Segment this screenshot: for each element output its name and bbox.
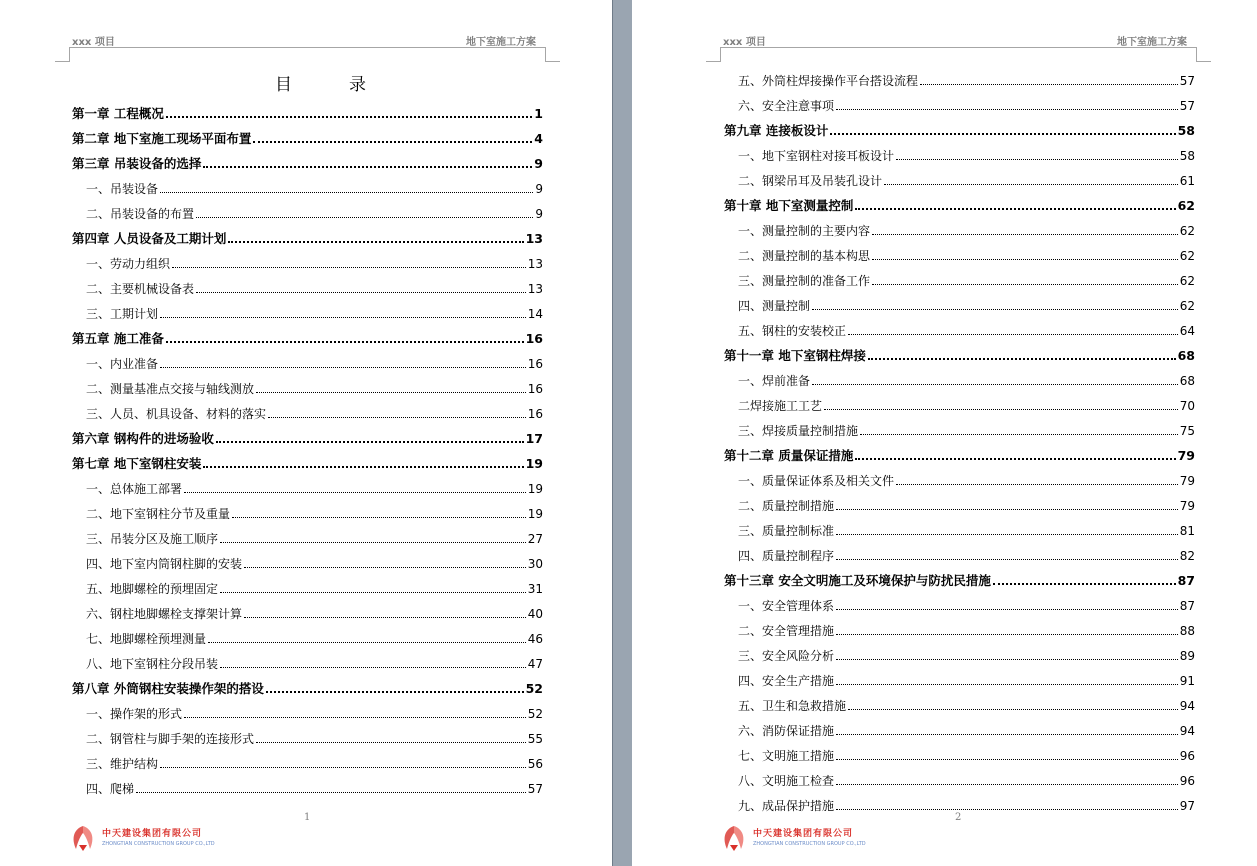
toc-entry-title: 三、工期计划: [86, 307, 159, 321]
toc-entry-page-number: 14: [527, 307, 543, 321]
toc-entry-page-number: 94: [1179, 724, 1195, 738]
toc-entry-page-number: 30: [527, 557, 543, 571]
toc-dot-leader: [160, 192, 533, 193]
toc-entry-page-number: 91: [1179, 674, 1195, 688]
toc-entry-title: 二焊接施工工艺: [738, 399, 823, 413]
toc-entry-title: 六、钢柱地脚螺栓支撑架计算: [86, 607, 243, 621]
toc-section-entry[interactable]: [72, 396, 543, 421]
toc-entry-title: 一、操作架的形式: [86, 707, 183, 721]
toc-entry-page-number: 97: [1179, 799, 1195, 813]
toc-entry-title: 二、主要机械设备表: [86, 282, 195, 296]
toc-section-entry[interactable]: [724, 788, 1195, 813]
toc-entry-page-number: 62: [1179, 299, 1195, 313]
header-doc-title: 地下室施工方案: [466, 37, 536, 48]
toc-entry-title: 一、焊前准备: [738, 374, 811, 388]
toc-dot-leader: [160, 317, 526, 318]
toc-dot-leader: [203, 466, 523, 468]
toc-dot-leader: [896, 159, 1178, 160]
toc-section-entry[interactable]: [724, 613, 1195, 638]
toc-entry-title: 四、安全生产措施: [738, 674, 835, 688]
toc-list-page-1: [72, 96, 543, 796]
toc-chapter-entry[interactable]: [724, 563, 1195, 588]
toc-section-entry[interactable]: [724, 538, 1195, 563]
toc-title: 目 录: [275, 75, 386, 95]
toc-section-entry[interactable]: [72, 521, 543, 546]
toc-entry-page-number: 13: [527, 282, 543, 296]
toc-section-entry[interactable]: [724, 213, 1195, 238]
toc-dot-leader: [896, 484, 1178, 485]
toc-section-entry[interactable]: [72, 296, 543, 321]
toc-section-entry[interactable]: [724, 388, 1195, 413]
toc-entry-page-number: 9: [534, 156, 543, 171]
header-doc-title: 地下室施工方案: [1117, 37, 1187, 48]
toc-entry-page-number: 94: [1179, 699, 1195, 713]
toc-dot-leader: [836, 684, 1178, 685]
toc-dot-leader: [136, 792, 526, 793]
toc-entry-title: 一、质量保证体系及相关文件: [738, 474, 895, 488]
toc-section-entry[interactable]: [72, 171, 543, 196]
company-logo-icon: [719, 823, 749, 853]
toc-entry-page-number: 46: [527, 632, 543, 646]
toc-entry-title: 二、地下室钢柱分节及重量: [86, 507, 231, 521]
toc-entry-title: 第十三章 安全文明施工及环境保护与防扰民措施: [724, 573, 991, 588]
header-rule: [69, 47, 545, 48]
toc-section-entry[interactable]: [72, 196, 543, 221]
toc-dot-leader: [848, 709, 1178, 710]
toc-entry-title: 第十一章 地下室钢柱焊接: [724, 348, 866, 363]
toc-entry-title: 二、吊装设备的布置: [86, 207, 195, 221]
header-project: xxx 项目: [72, 37, 115, 48]
toc-entry-page-number: 88: [1179, 624, 1195, 638]
page-number: 1: [304, 812, 311, 823]
toc-entry-page-number: 82: [1179, 549, 1195, 563]
toc-chapter-entry[interactable]: [724, 188, 1195, 213]
toc-entry-title: 一、测量控制的主要内容: [738, 224, 871, 238]
toc-entry-title: 第十章 地下室测量控制: [724, 198, 854, 213]
toc-dot-leader: [228, 241, 523, 243]
toc-dot-leader: [216, 441, 524, 443]
toc-chapter-entry[interactable]: [724, 438, 1195, 463]
toc-section-entry[interactable]: [72, 771, 543, 796]
toc-chapter-entry[interactable]: [72, 421, 543, 446]
toc-entry-page-number: 62: [1179, 274, 1195, 288]
toc-dot-leader: [836, 509, 1178, 510]
toc-entry-title: 五、地脚螺栓的预埋固定: [86, 582, 219, 596]
toc-dot-leader: [860, 434, 1178, 435]
toc-dot-leader: [203, 166, 532, 168]
toc-section-entry[interactable]: [72, 471, 543, 496]
toc-entry-title: 二、钢梁吊耳及吊装孔设计: [738, 174, 883, 188]
toc-section-entry[interactable]: [72, 246, 543, 271]
toc-dot-leader: [836, 659, 1178, 660]
toc-dot-leader: [836, 559, 1178, 560]
toc-entry-page-number: 13: [527, 257, 543, 271]
toc-entry-page-number: 9: [535, 182, 543, 196]
page-number: 2: [955, 812, 962, 823]
toc-entry-page-number: 68: [1179, 374, 1195, 388]
toc-dot-leader: [836, 534, 1178, 535]
toc-entry-page-number: 52: [525, 681, 543, 696]
toc-dot-leader: [184, 717, 526, 718]
toc-section-entry[interactable]: [724, 763, 1195, 788]
toc-entry-page-number: 27: [527, 532, 543, 546]
toc-entry-title: 一、安全管理体系: [738, 599, 835, 613]
toc-entry-page-number: 79: [1179, 474, 1195, 488]
toc-entry-title: 七、地脚螺栓预埋测量: [86, 632, 207, 646]
toc-entry-page-number: 58: [1177, 123, 1195, 138]
toc-entry-title: 二、质量控制措施: [738, 499, 835, 513]
toc-entry-title: 八、文明施工检查: [738, 774, 835, 788]
toc-entry-page-number: 16: [527, 357, 543, 371]
toc-dot-leader: [220, 667, 526, 668]
toc-section-entry[interactable]: [72, 621, 543, 646]
toc-entry-title: 二、测量基准点交接与轴线测放: [86, 382, 255, 396]
toc-entry-title: 三、测量控制的准备工作: [738, 274, 871, 288]
toc-entry-title: 五、外筒柱焊接操作平台搭设流程: [738, 74, 919, 88]
toc-dot-leader: [220, 592, 526, 593]
header-project: xxx 项目: [723, 37, 766, 48]
toc-dot-leader: [160, 367, 526, 368]
toc-chapter-entry[interactable]: [724, 113, 1195, 138]
toc-section-entry[interactable]: [724, 163, 1195, 188]
toc-dot-leader: [166, 116, 532, 118]
toc-chapter-entry[interactable]: [72, 221, 543, 246]
toc-entry-page-number: 87: [1177, 573, 1195, 588]
toc-dot-leader: [855, 458, 1175, 460]
page-gutter: [612, 0, 634, 866]
toc-dot-leader: [232, 517, 526, 518]
toc-dot-leader: [160, 767, 526, 768]
toc-entry-title: 四、地下室内筒钢柱脚的安装: [86, 557, 243, 571]
toc-dot-leader: [830, 133, 1175, 135]
toc-dot-leader: [812, 384, 1178, 385]
toc-entry-page-number: 58: [1179, 149, 1195, 163]
toc-dot-leader: [256, 742, 526, 743]
toc-section-entry[interactable]: [72, 496, 543, 521]
toc-section-entry[interactable]: [724, 313, 1195, 338]
toc-chapter-entry[interactable]: [724, 338, 1195, 363]
toc-entry-title: 四、爬梯: [86, 782, 135, 796]
toc-entry-page-number: 4: [534, 131, 543, 146]
toc-entry-title: 第三章 吊装设备的选择: [72, 156, 202, 171]
toc-entry-title: 第二章 地下室施工现场平面布置: [72, 131, 252, 146]
margin-corner-mark: [706, 47, 721, 62]
toc-entry-page-number: 13: [525, 231, 543, 246]
toc-entry-title: 三、人员、机具设备、材料的落实: [86, 407, 267, 421]
toc-dot-leader: [993, 583, 1176, 585]
toc-section-entry[interactable]: [72, 646, 543, 671]
toc-dot-leader: [812, 309, 1178, 310]
toc-dot-leader: [872, 259, 1178, 260]
toc-entry-title: 一、总体施工部署: [86, 482, 183, 496]
toc-entry-title: 一、地下室钢柱对接耳板设计: [738, 149, 895, 163]
toc-chapter-entry[interactable]: [72, 121, 543, 146]
company-name-cn: 中天建设集团有限公司: [102, 828, 203, 839]
toc-dot-leader: [196, 292, 526, 293]
toc-entry-page-number: 64: [1179, 324, 1195, 338]
toc-dot-leader: [836, 734, 1178, 735]
toc-entry-page-number: 19: [525, 456, 543, 471]
toc-entry-page-number: 1: [534, 106, 543, 121]
toc-section-entry[interactable]: [72, 371, 543, 396]
toc-chapter-entry[interactable]: [72, 671, 543, 696]
toc-entry-title: 六、消防保证措施: [738, 724, 835, 738]
toc-dot-leader: [836, 784, 1178, 785]
company-name-en: ZHONGTIAN CONSTRUCTION GROUP CO.,LTD: [102, 840, 215, 847]
toc-dot-leader: [920, 84, 1178, 85]
toc-dot-leader: [184, 492, 526, 493]
toc-entry-page-number: 62: [1179, 249, 1195, 263]
toc-entry-title: 六、安全注意事项: [738, 99, 835, 113]
toc-entry-page-number: 19: [527, 507, 543, 521]
margin-corner-mark: [545, 47, 560, 62]
toc-section-entry[interactable]: [72, 271, 543, 296]
toc-section-entry[interactable]: [72, 696, 543, 721]
toc-entry-title: 第六章 钢构件的进场验收: [72, 431, 214, 446]
toc-section-entry[interactable]: [724, 238, 1195, 263]
toc-dot-leader: [872, 284, 1178, 285]
toc-entry-page-number: 9: [535, 207, 543, 221]
toc-dot-leader: [208, 642, 526, 643]
toc-entry-page-number: 17: [525, 431, 543, 446]
toc-entry-title: 四、质量控制程序: [738, 549, 835, 563]
toc-entry-page-number: 16: [525, 331, 543, 346]
toc-dot-leader: [836, 759, 1178, 760]
toc-entry-title: 二、钢管柱与脚手架的连接形式: [86, 732, 255, 746]
toc-section-entry[interactable]: [724, 588, 1195, 613]
toc-section-entry[interactable]: [724, 288, 1195, 313]
toc-section-entry[interactable]: [724, 463, 1195, 488]
toc-dot-leader: [220, 542, 526, 543]
toc-dot-leader: [836, 109, 1178, 110]
toc-entry-title: 二、测量控制的基本构思: [738, 249, 871, 263]
toc-dot-leader: [884, 184, 1178, 185]
toc-dot-leader: [855, 208, 1175, 210]
toc-entry-page-number: 55: [527, 732, 543, 746]
toc-dot-leader: [268, 417, 526, 418]
toc-section-entry[interactable]: [724, 513, 1195, 538]
toc-entry-title: 三、焊接质量控制措施: [738, 424, 859, 438]
margin-corner-mark: [55, 47, 70, 62]
document-page-1: [0, 0, 612, 866]
toc-section-entry[interactable]: [724, 138, 1195, 163]
toc-entry-title: 三、安全风险分析: [738, 649, 835, 663]
toc-entry-title: 四、测量控制: [738, 299, 811, 313]
toc-list-page-2: [724, 63, 1195, 813]
toc-entry-page-number: 75: [1179, 424, 1195, 438]
toc-entry-title: 一、吊装设备: [86, 182, 159, 196]
toc-section-entry[interactable]: [72, 571, 543, 596]
document-page-2: [632, 0, 1257, 866]
toc-section-entry[interactable]: [72, 746, 543, 771]
toc-section-entry[interactable]: [724, 63, 1195, 88]
toc-section-entry[interactable]: [724, 713, 1195, 738]
toc-entry-page-number: 70: [1179, 399, 1195, 413]
toc-entry-page-number: 79: [1179, 499, 1195, 513]
toc-entry-title: 第九章 连接板设计: [724, 123, 829, 138]
toc-entry-title: 第八章 外筒钢柱安装操作架的搭设: [72, 681, 264, 696]
toc-section-entry[interactable]: [724, 663, 1195, 688]
toc-dot-leader: [166, 341, 524, 343]
toc-entry-title: 第五章 施工准备: [72, 331, 164, 346]
toc-entry-page-number: 57: [527, 782, 543, 796]
toc-section-entry[interactable]: [724, 738, 1195, 763]
toc-dot-leader: [824, 409, 1178, 410]
toc-section-entry[interactable]: [72, 546, 543, 571]
toc-entry-page-number: 19: [527, 482, 543, 496]
toc-entry-title: 三、吊装分区及施工顺序: [86, 532, 219, 546]
toc-dot-leader: [266, 691, 524, 693]
toc-entry-title: 一、内业准备: [86, 357, 159, 371]
toc-dot-leader: [244, 567, 526, 568]
toc-dot-leader: [196, 217, 533, 218]
toc-section-entry[interactable]: [724, 263, 1195, 288]
toc-section-entry[interactable]: [724, 413, 1195, 438]
toc-entry-page-number: 96: [1179, 749, 1195, 763]
toc-section-entry[interactable]: [724, 488, 1195, 513]
toc-entry-page-number: 81: [1179, 524, 1195, 538]
toc-entry-page-number: 96: [1179, 774, 1195, 788]
toc-entry-title: 五、钢柱的安装校正: [738, 324, 847, 338]
toc-entry-page-number: 62: [1179, 224, 1195, 238]
toc-entry-title: 第一章 工程概况: [72, 106, 164, 121]
toc-chapter-entry[interactable]: [72, 96, 543, 121]
toc-section-entry[interactable]: [724, 88, 1195, 113]
toc-dot-leader: [244, 617, 526, 618]
toc-entry-page-number: 61: [1179, 174, 1195, 188]
toc-section-entry[interactable]: [72, 721, 543, 746]
toc-section-entry[interactable]: [724, 688, 1195, 713]
toc-dot-leader: [253, 141, 532, 143]
toc-dot-leader: [836, 809, 1178, 810]
toc-entry-page-number: 68: [1177, 348, 1195, 363]
company-logo: [68, 823, 215, 853]
company-name-cn: 中天建设集团有限公司: [753, 828, 854, 839]
toc-entry-title: 第十二章 质量保证措施: [724, 448, 854, 463]
header-rule: [720, 47, 1196, 48]
toc-entry-page-number: 16: [527, 407, 543, 421]
toc-dot-leader: [172, 267, 526, 268]
company-name-en: ZHONGTIAN CONSTRUCTION GROUP CO.,LTD: [753, 840, 866, 847]
toc-entry-title: 三、质量控制标准: [738, 524, 835, 538]
toc-section-entry[interactable]: [724, 638, 1195, 663]
toc-entry-title: 一、劳动力组织: [86, 257, 171, 271]
toc-entry-page-number: 87: [1179, 599, 1195, 613]
toc-entry-title: 五、卫生和急救措施: [738, 699, 847, 713]
toc-entry-page-number: 40: [527, 607, 543, 621]
toc-entry-page-number: 57: [1179, 74, 1195, 88]
toc-entry-page-number: 56: [527, 757, 543, 771]
margin-corner-mark: [1196, 47, 1211, 62]
toc-entry-page-number: 57: [1179, 99, 1195, 113]
toc-entry-title: 八、地下室钢柱分段吊装: [86, 657, 219, 671]
toc-chapter-entry[interactable]: [72, 146, 543, 171]
toc-entry-title: 三、维护结构: [86, 757, 159, 771]
toc-dot-leader: [848, 334, 1178, 335]
toc-chapter-entry[interactable]: [72, 446, 543, 471]
toc-chapter-entry[interactable]: [72, 321, 543, 346]
toc-entry-title: 九、成品保护措施: [738, 799, 835, 813]
toc-entry-page-number: 16: [527, 382, 543, 396]
toc-entry-title: 七、文明施工措施: [738, 749, 835, 763]
toc-entry-title: 第四章 人员设备及工期计划: [72, 231, 227, 246]
toc-entry-page-number: 62: [1177, 198, 1195, 213]
toc-dot-leader: [868, 358, 1176, 360]
toc-entry-page-number: 31: [527, 582, 543, 596]
toc-dot-leader: [836, 609, 1178, 610]
toc-entry-page-number: 47: [527, 657, 543, 671]
toc-entry-page-number: 52: [527, 707, 543, 721]
toc-entry-title: 二、安全管理措施: [738, 624, 835, 638]
toc-section-entry[interactable]: [72, 346, 543, 371]
company-logo: [719, 823, 866, 853]
toc-entry-title: 第七章 地下室钢柱安装: [72, 456, 202, 471]
toc-section-entry[interactable]: [72, 596, 543, 621]
company-logo-icon: [68, 823, 98, 853]
toc-dot-leader: [836, 634, 1178, 635]
toc-entry-page-number: 89: [1179, 649, 1195, 663]
toc-dot-leader: [872, 234, 1178, 235]
toc-dot-leader: [256, 392, 526, 393]
toc-section-entry[interactable]: [724, 363, 1195, 388]
toc-entry-page-number: 79: [1177, 448, 1195, 463]
